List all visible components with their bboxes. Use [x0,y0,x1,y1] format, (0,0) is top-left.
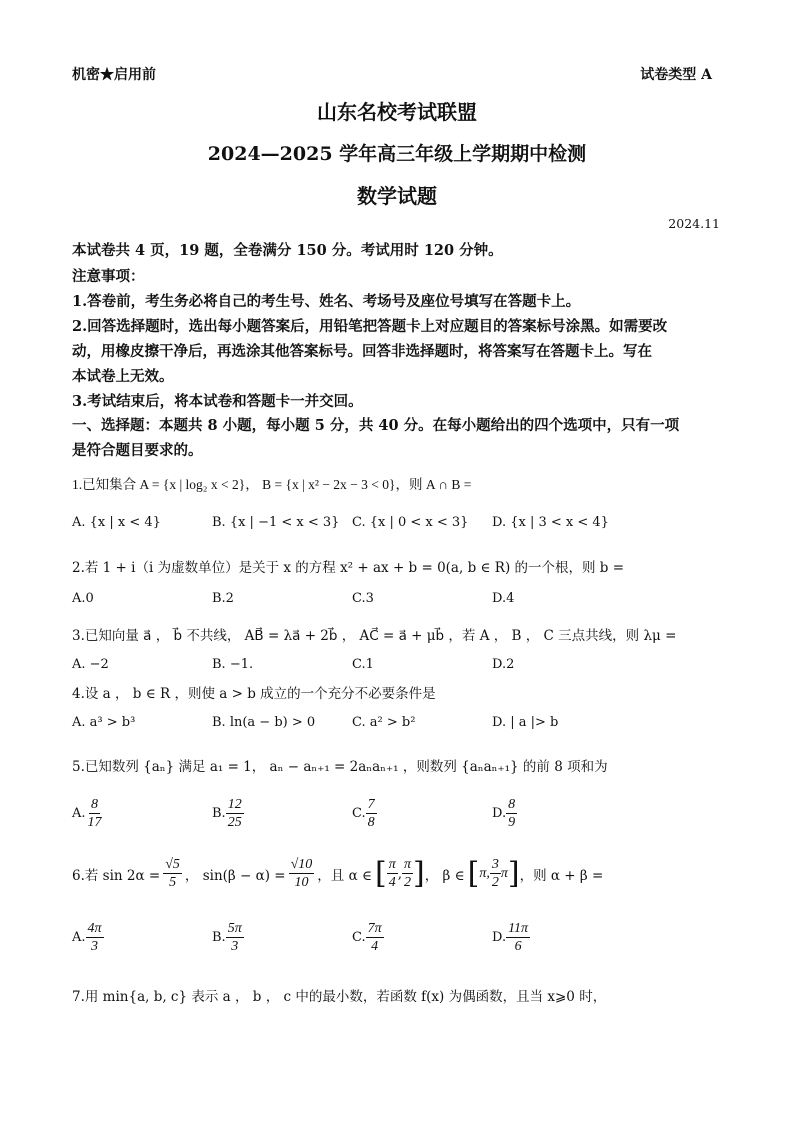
option-label: D. [492,930,507,945]
question-3-option-a: A. −2 [72,657,109,672]
question-6-stem [72,856,603,891]
fraction-numerator: 7π [367,921,382,936]
bracket: ] [413,856,425,891]
exam-date: 2024.11 [668,216,720,231]
notice-item-2-line-2: 动，用橡皮擦干净后，再选涂其他答案标号。回答非选择题时，将答案写在答题卡上。写在 [72,343,652,360]
fraction-denominator: 4 [371,939,379,954]
option-label: C. [352,806,366,821]
paper-type-label: 试卷类型 A [640,67,712,83]
question-3-option-c: C.1 [352,657,374,672]
fraction-denominator: 2 [404,875,412,890]
section-heading-line-2: 是符合题目要求的。 [72,442,203,459]
question-1-option-d: D. {x | 3 < x < 4} [492,515,609,530]
question-3-stem: 3.已知向量 a⃗ ， b⃗ 不共线， AB⃗ = λa⃗ + 2b⃗ ， AC⃗ = a⃗ + μb⃗ ，若 A ， B ， C 三点共线，则 λμ = [72,628,677,644]
interval-start: π, [479,865,490,881]
option-label: D. [492,806,507,821]
fraction-denominator: 2 [491,875,499,890]
fraction-numerator: 3 [491,857,499,872]
question-4-option-b: B. ln(a − b) > 0 [212,715,316,730]
question-4-option-d: D. | a |> b [492,715,559,730]
question-7-stem: 7.用 min{a, b, c} 表示 a ， b ， c 中的最小数，若函数 f(x) 为偶函数，且当 x⩾0 时， [72,989,607,1005]
question-3-option-d: D.2 [492,657,515,672]
question-1-option-b: B. {x | −1 < x < 3} [212,515,340,530]
option-label: C. [352,930,366,945]
bracket: [ [467,856,480,891]
question-2-option-a: A.0 [72,591,94,606]
fraction-numerator: 5π [227,921,242,936]
stem-part: ，且 α ∈ [317,867,372,884]
fraction-numerator: √5 [165,857,180,872]
notice-item-1: 1.答卷前，考生务必将自己的考生号、姓名、考场号及座位号填写在答题卡上。 [72,293,581,310]
stem-part: ， β ∈ [424,867,465,884]
fraction-numerator: π [388,857,396,872]
question-2-option-c: C.3 [352,591,374,606]
bracket: [ [374,856,387,891]
notice-item-2-line-1: 2.回答选择题时，选出每小题答案后，用铅笔把答题卡上对应题目的答案标号涂黑。如需要改 [72,318,668,335]
fraction-numerator: 8 [91,797,99,812]
stem-part: ， sin(β − α) = [184,867,286,884]
paper-info: 本试卷共 4 页，19 题，全卷满分 150 分。考试用时 120 分钟。 [72,242,503,259]
question-5-stem: 5.已知数列 {aₙ} 满足 a₁ = 1， aₙ − aₙ₊₁ = 2aₙaₙ₊₁ ，则数列 {aₙaₙ₊₁} 的前 8 项和为 [72,759,608,775]
question-2-stem: 2.若 1 + i（i 为虚数单位）是关于 x 的方程 x² + ax + b = 0(a, b ∈ R) 的一个根，则 b = [72,560,625,576]
question-1-stem: 1.已知集合 A = {x | log₂ x < 2}， B = {x | x² − 2x − 3 < 0}，则 A ∩ B = [72,477,472,492]
fraction-denominator: 10 [294,875,309,890]
question-5-option-a [72,796,104,831]
fraction-numerator: π [404,857,412,872]
fraction-denominator: 8 [367,815,375,830]
question-5-option-b [212,796,244,831]
stem-part: 6.若 sin 2α = [72,867,161,884]
question-5-option-c [352,796,377,831]
fraction-denominator: 4 [388,875,396,890]
separator: , [397,865,403,882]
fraction-denominator: 3 [91,939,99,954]
pi-symbol: π [500,865,508,881]
notice-item-2-line-3: 本试卷上无效。 [72,368,174,385]
option-label: B. [212,806,226,821]
fraction-denominator: 3 [231,939,239,954]
fraction-numerator: 7 [367,797,375,812]
fraction-denominator: 6 [514,939,522,954]
question-6-option-d [492,920,530,955]
question-1-option-a: A. {x | x < 4} [72,515,161,530]
confidential-label: 机密★启用前 [72,67,156,83]
stem-part: ，则 α + β = [519,867,604,884]
question-4-stem: 4.设 a ， b ∈ R ，则使 a > b 成立的一个充分不必要条件是 [72,686,436,702]
fraction-numerator: 12 [227,797,242,812]
fraction-denominator: 5 [169,875,177,890]
option-label: B. [212,930,226,945]
question-6-option-b [212,920,244,955]
exam-union-title: 山东名校考试联盟 [317,100,477,124]
fraction-numerator: 11π [508,921,529,936]
question-4-option-c: C. a² > b² [352,715,416,730]
bracket: ] [507,856,520,891]
section-heading-line-1: 一、选择题：本题共 8 小题，每小题 5 分，共 40 分。在每小题给出的四个选项中，只有一项 [72,417,680,434]
fraction-denominator: 17 [87,815,102,830]
fraction-numerator: 4π [87,921,102,936]
question-3-option-b: B. −1. [212,657,254,672]
notice-item-3: 3.考试结束后，将本试卷和答题卡一并交回。 [72,393,363,410]
question-2-option-d: D.4 [492,591,515,606]
question-2-option-b: B.2 [212,591,234,606]
fraction-denominator: 25 [227,815,242,830]
question-6-option-a [72,920,104,955]
question-6-option-c [352,920,384,955]
subject-title: 数学试题 [357,184,437,208]
exam-title: 2024—2025 学年高三年级上学期期中检测 [207,143,587,165]
fraction-denominator: 9 [508,815,516,830]
notice-title: 注意事项： [72,268,145,285]
option-label: A. [72,806,86,821]
option-label: A. [72,930,86,945]
question-5-option-d [492,796,517,831]
fraction-numerator: 8 [508,797,516,812]
question-4-option-a: A. a³ > b³ [72,715,136,730]
fraction-numerator: √10 [290,857,313,872]
question-1-option-c: C. {x | 0 < x < 3} [352,515,469,530]
